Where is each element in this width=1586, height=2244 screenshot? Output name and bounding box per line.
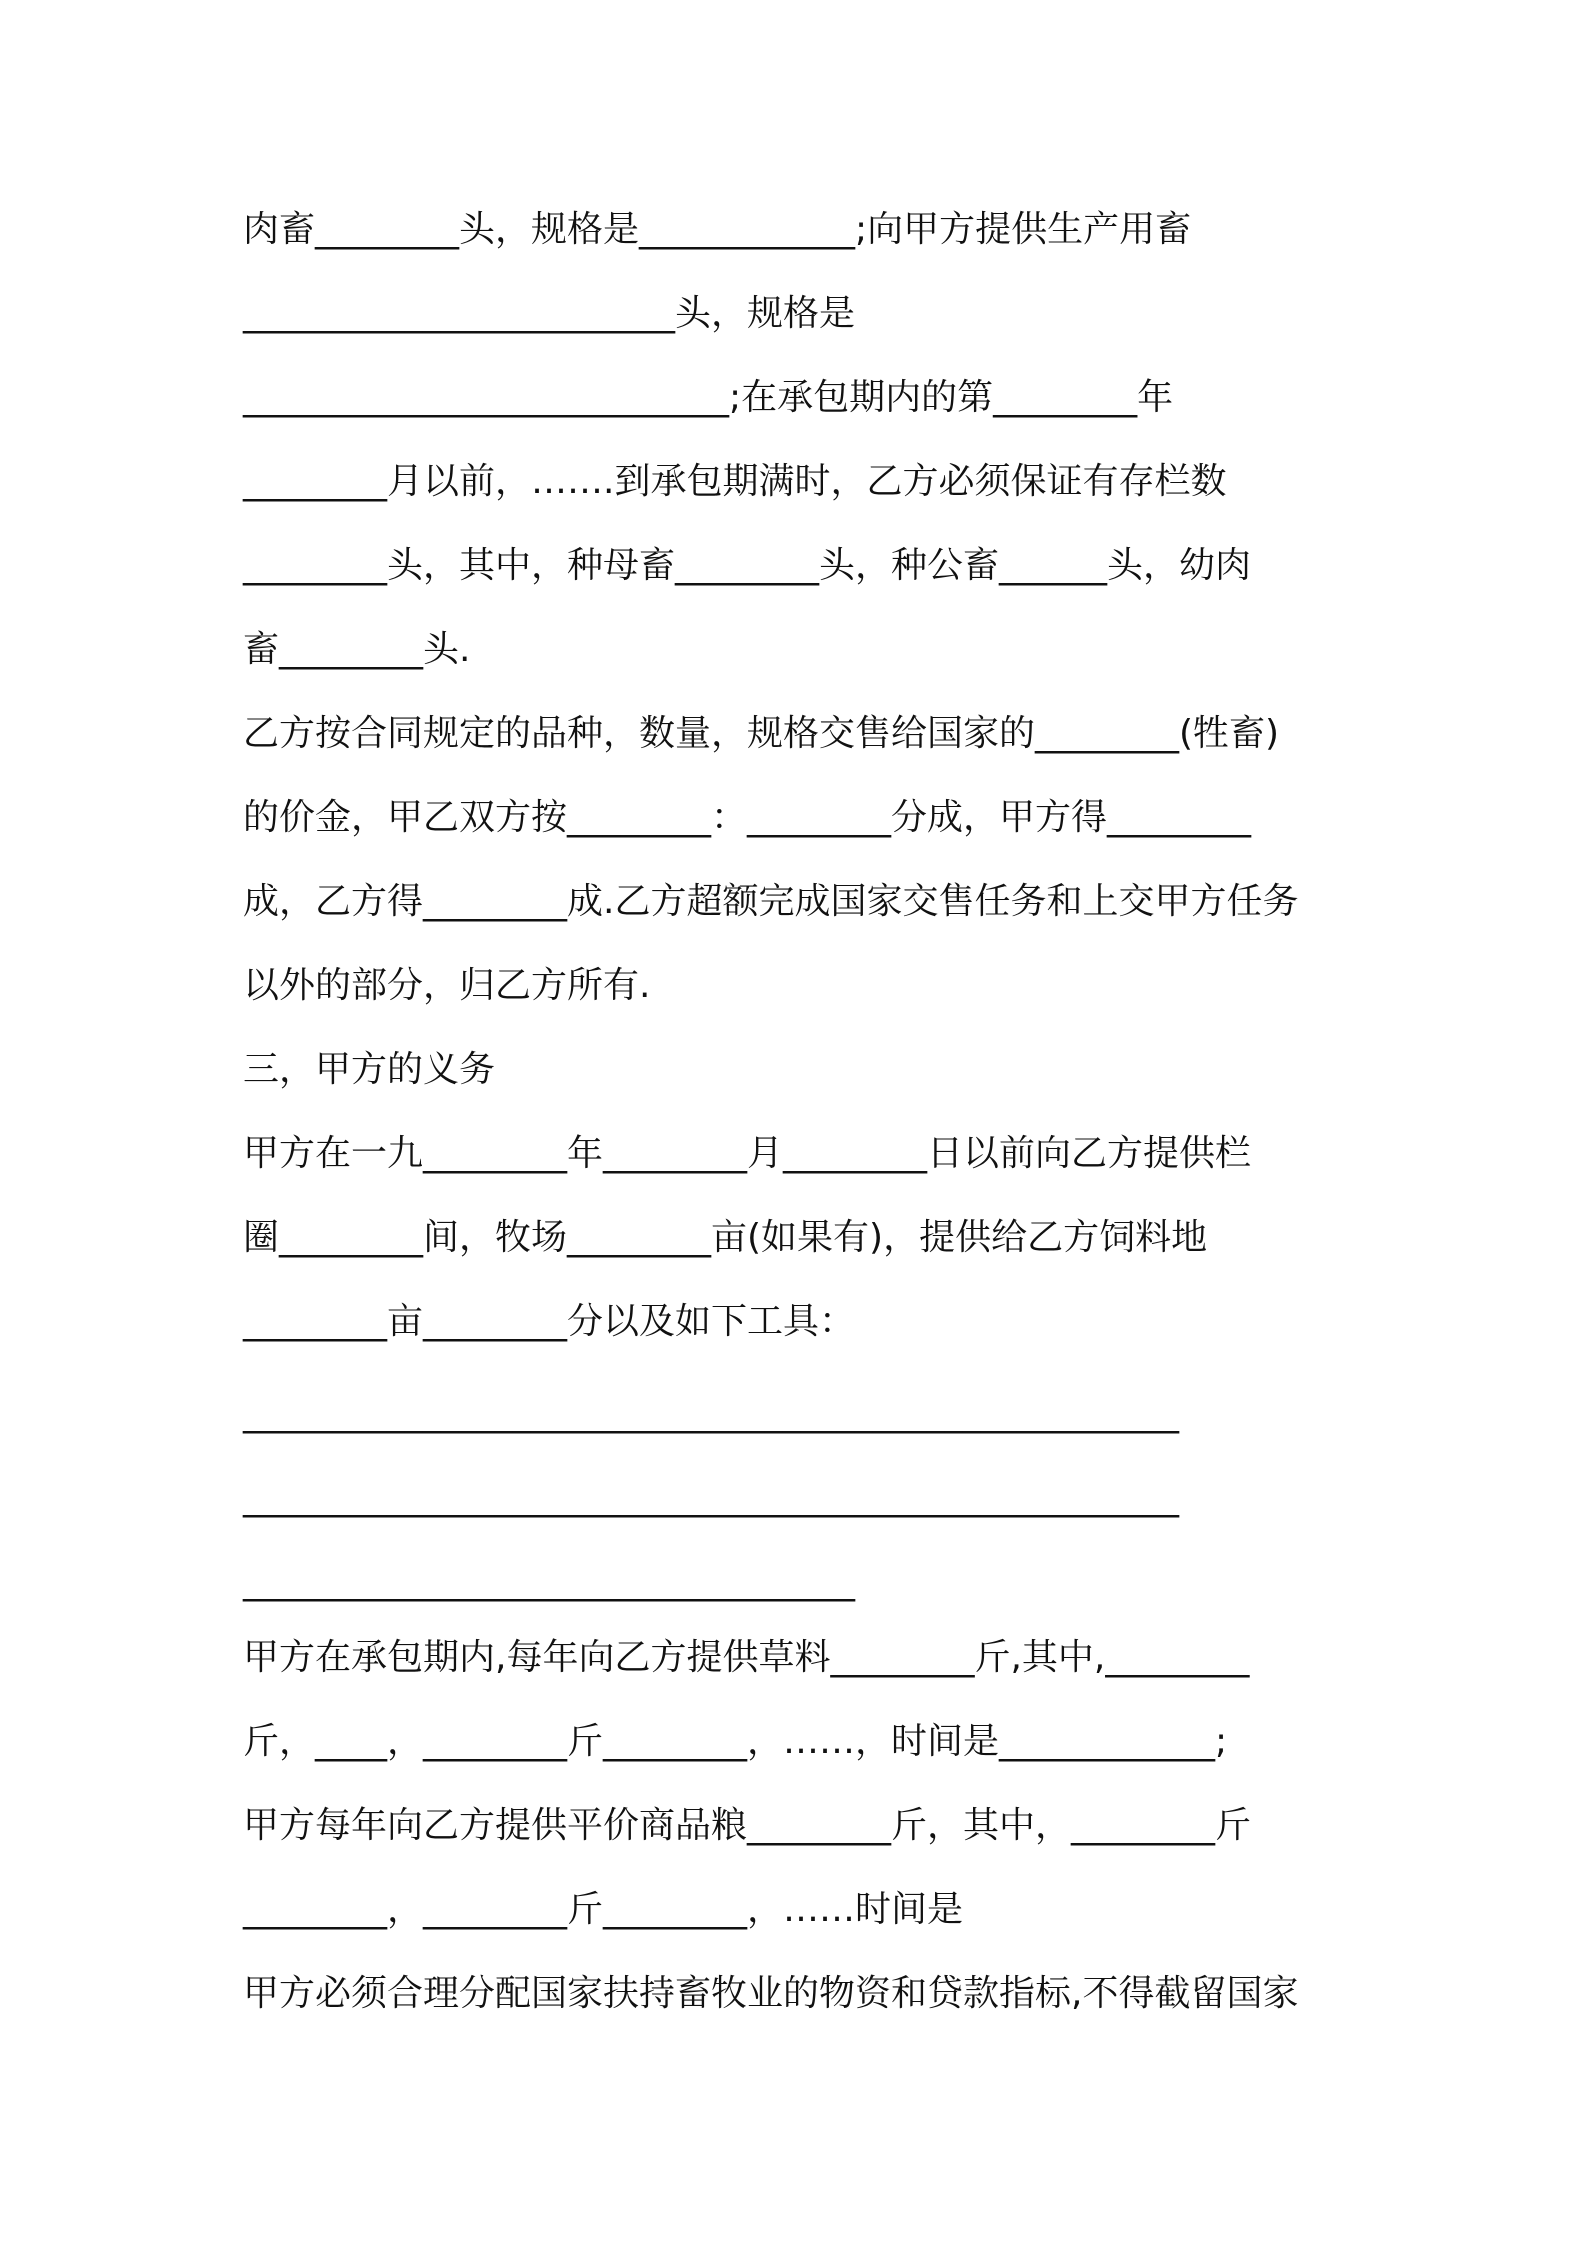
text-line: 甲方必须合理分配国家扶持畜牧业的物资和贷款指标,不得截留国家	[243, 1973, 1299, 2014]
text-line: ________，________斤________，……时间是	[243, 1889, 964, 1930]
text-line: 斤，____，________斤________，……，时间是____________;	[243, 1721, 1228, 1762]
text-line: 甲方在承包期内,每年向乙方提供草料________斤,其中,________	[243, 1637, 1250, 1678]
text-line: 圈________间，牧场________亩(如果有)，提供给乙方饲料地	[243, 1217, 1208, 1258]
text-line: ________________________头，规格是	[243, 293, 856, 334]
section-heading: 三，甲方的义务	[243, 1049, 496, 1090]
text-line: 的价金，甲乙双方按________：________分成，甲方得________	[243, 797, 1252, 838]
text-line: 肉畜________头，规格是____________;向甲方提供生产用畜	[243, 209, 1192, 250]
text-line: ________亩________分以及如下工具：	[243, 1301, 856, 1342]
blank-fill-line: __________________________________	[243, 1561, 855, 1602]
text-line: 甲方在一九________年________月________日以前向乙方提供栏	[243, 1133, 1252, 1174]
blank-fill-line: ____________________________________________________	[243, 1477, 1179, 1518]
text-line: ________月以前，…….到承包期满时，乙方必须保证有存栏数	[243, 461, 1227, 502]
text-line: 以外的部分，归乙方所有.	[243, 965, 651, 1006]
text-line: 乙方按合同规定的品种，数量，规格交售给国家的________(牲畜)	[243, 713, 1280, 754]
text-line: ___________________________;在承包期内的第________年	[243, 377, 1174, 418]
text-line: 甲方每年向乙方提供平价商品粮________斤，其中，________斤	[243, 1805, 1252, 1846]
text-line: 成，乙方得________成.乙方超额完成国家交售任务和上交甲方任务	[243, 881, 1299, 922]
blank-fill-line: ____________________________________________________	[243, 1393, 1179, 1434]
text-line: ________头，其中，种母畜________头，种公畜______头，幼肉	[243, 545, 1252, 586]
text-line: 畜________头.	[243, 629, 471, 670]
